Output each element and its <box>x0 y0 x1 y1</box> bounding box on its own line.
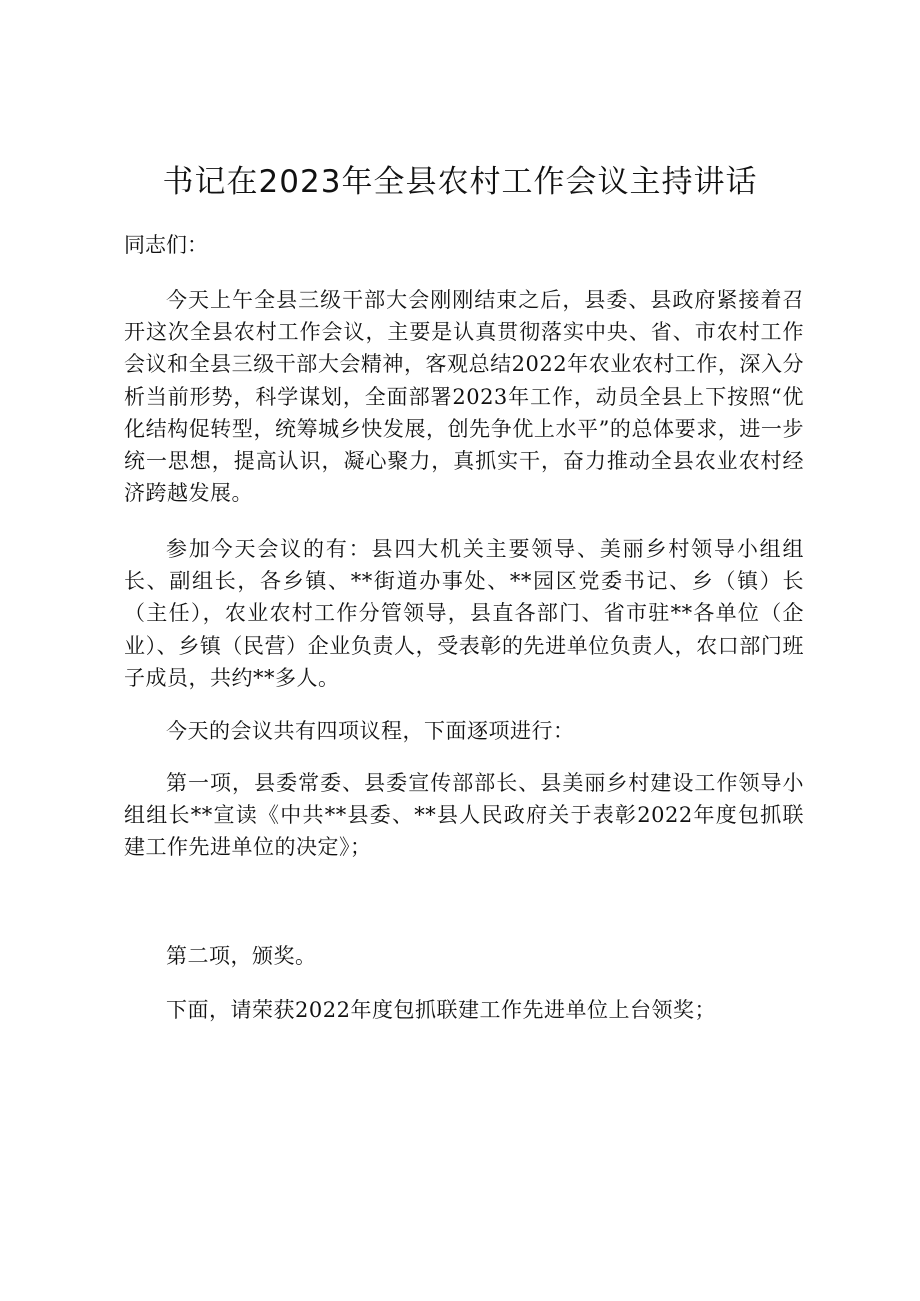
paragraph-attendees: 参加今天会议的有：县四大机关主要领导、美丽乡村领导小组组长、副组长，各乡镇、**街道办事处、**园区党委书记、乡（镇）长（主任），农业农村工作分管领导，县直各部门、省市驻**各单位（企业）、乡镇（民营）企业负责人，受表彰的先进单位负责人，农口部门班子成员，共约**多人。 <box>124 537 804 690</box>
paragraph-agenda-item-2: 第二项，颁奖。 <box>166 944 317 968</box>
document-title: 书记在2023年全县农村工作会议主持讲话 <box>162 164 758 200</box>
paragraph-agenda-intro: 今天的会议共有四项议程，下面逐项进行： <box>166 719 575 743</box>
salutation: 同志们： <box>124 233 208 257</box>
paragraph-award-call: 下面，请荣获2022年度包抓联建工作先进单位上台领奖； <box>166 998 716 1022</box>
paragraph-opening: 今天上午全县三级干部大会刚刚结束之后，县委、县政府紧接着召开这次全县农村工作会议，主要是认真贯彻落实中央、省、市农村工作会议和全县三级干部大会精神，客观总结2022年农业农村工作，深入分析当前形势，科学谋划，全面部署2023年工作，动员全县上下按照“优化结构促转型，统筹城乡快发展，创先争优上水平”的总体要求，进一步统一思想，提高认识，凝心聚力，真抓实干，奋力推动全县农业农村经济跨越发展。 <box>124 288 804 506</box>
paragraph-agenda-item-1: 第一项，县委常委、县委宣传部部长、县美丽乡村建设工作领导小组组长**宣读《中共**县委、**县人民政府关于表彰2022年度包抓联建工作先进单位的决定》； <box>124 771 804 860</box>
